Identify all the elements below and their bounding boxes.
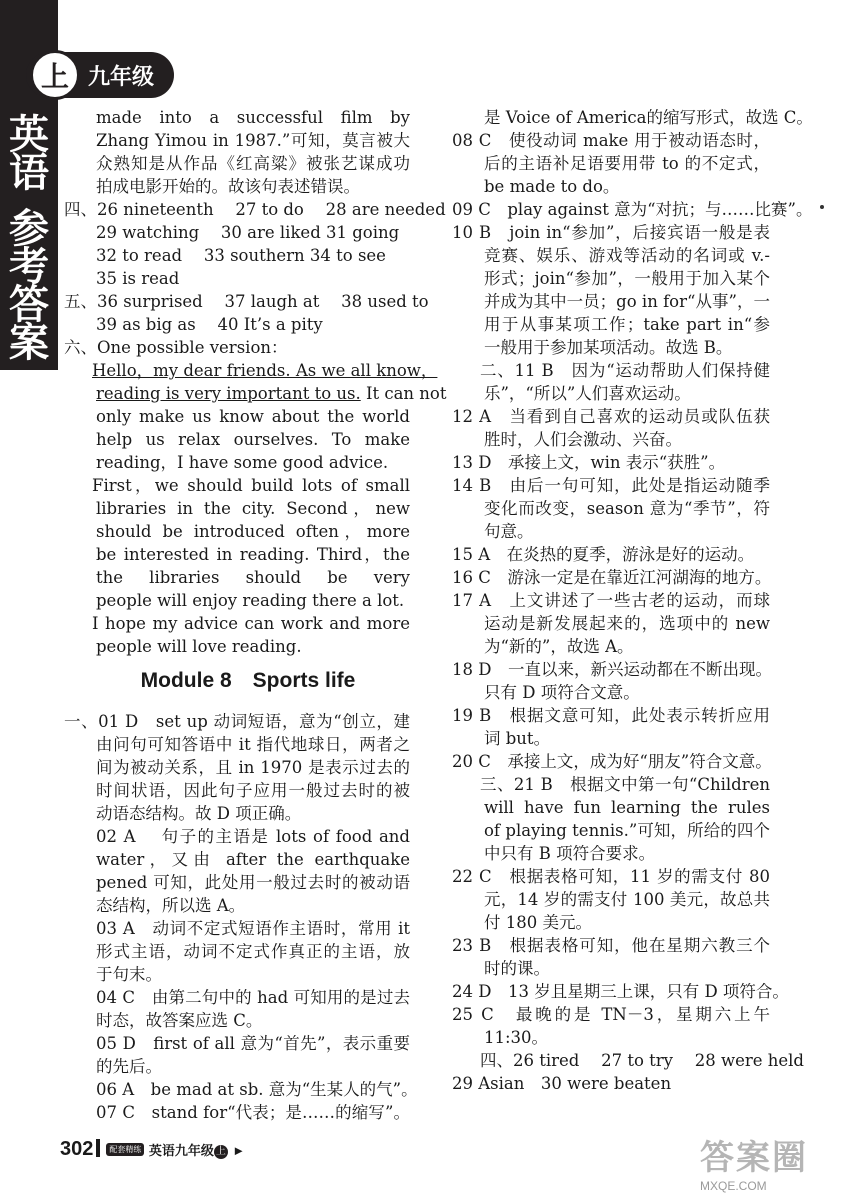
text-line: 02 A 句子的主语是 lots of food and [96,827,410,846]
sidebar-char: 考 [9,243,49,290]
text-line: pened 可知，此处用一般过去时的被动语 [96,873,410,892]
text-line: 39 as big as 40 It’s a pity [96,315,323,334]
text-line: 24 D 13 岁且星期三上课，只有 D 项符合。 [452,982,789,1001]
text-line: 10 B join in“参加”，后接宾语一般是表 [452,223,770,242]
text-line: 拍成电影开始的。故该句表述错误。 [96,177,360,196]
page-number: 302 [60,1138,94,1160]
text-line: 一、01 D set up 动词短语，意为“创立，建 [64,712,410,731]
text-line: 词 but。 [484,729,551,748]
text-line: 一般用于参加某项活动。故选 B。 [484,338,733,357]
text-line: 动语态结构。故 D 项正确。 [96,804,302,823]
volume-badge [30,50,80,100]
text-continuation: It can not [360,384,447,403]
text-line: 运动是新发展起来的，选项中的 new [484,614,770,633]
text-line: people will enjoy reading there a lot. [96,591,405,610]
grade-label: 九年级 [88,64,155,90]
text-line: 06 A be mad at sb. 意为“生某人的气”。 [96,1080,418,1099]
text-line: 25 C 最晚的是 TN－3，星期六上午 [452,1005,770,1024]
text-line: 09 C play against 意为“对抗；与……比赛”。 [452,200,813,219]
text-line: 间为被动关系，且 in 1970 是表示过去的 [96,758,410,777]
text-line: 于句末。 [96,965,162,984]
text-line: should be introduced often，more [96,522,410,541]
text-line: 付 180 美元。 [484,913,592,932]
text-line: 形式；join“参加”，一般用于加入某个 [484,269,770,288]
text-line: 四、26 tired 27 to try 28 were held [480,1051,804,1070]
text-line: 变化而改变，season 意为“季节”，符 [484,499,770,518]
text-line: 18 D 一直以来，新兴运动都在不断出现。 [452,660,772,679]
text-line: reading，I have some good advice. [96,453,389,472]
text-line: only make us know about the world [96,407,410,426]
text-line: 23 B 根据表格可知，他在星期六教三个 [452,936,770,955]
text-line: 为“新的”，故选 A。 [484,637,634,656]
text-line: 元，14 岁的需支付 100 美元，故总共 [484,890,770,909]
text-line: 三、21 B 根据文中第一句“Children [480,775,770,794]
text-line: be made to do。 [484,177,620,196]
text-line: of playing tennis.”可知，所给的四个 [484,821,770,840]
text-line: 并成为其中一员；go in for“从事”，一 [484,292,770,311]
text-line: people will love reading. [96,637,302,656]
divider [96,1139,100,1157]
volume-label: 上 [40,60,69,93]
left-column [64,106,447,658]
volume-circle: 上 [215,1146,226,1157]
text-line: 五、36 surprised 37 laugh at 38 used to [64,292,429,311]
text-line: 29 watching 30 are liked 31 going [96,223,400,242]
text-line: 11:30。 [484,1028,549,1047]
text-line: 众熟知是从作品《红高粱》被张艺谋成功 [96,154,410,173]
text-line: 08 C 使役动词 make 用于被动语态时， [452,131,770,150]
text-line: 32 to read 33 southern 34 to see [96,246,386,265]
text-line: 04 C 由第二句中的 had 可知用的是过去 [96,988,410,1007]
text-line: 15 A 在炎热的夏季，游泳是好的运动。 [452,545,755,564]
module-title: Module 8 Sports life [140,669,356,692]
text-line: 竞赛、娱乐、游戏等活动的名词或 v.- [484,246,770,265]
right-column [452,106,813,1095]
text-line: Zhang Yimou in 1987.”可知，莫言被大 [96,131,410,150]
text-line [64,382,447,405]
text-line: 35 is read [96,269,180,288]
underlined-text: reading is very important to us. [96,384,361,403]
text-line: 22 C 根据表格可知，11 岁的需支付 80 [452,867,770,886]
text-line: 时的课。 [484,959,550,978]
speck [820,205,824,209]
text-line: 中只有 B 项符合要求。 [484,844,656,863]
text-line: 用于从事某项工作；take part in“参 [484,315,770,334]
text-line: 由问句可知答语中 it 指代地球日，两者之 [96,735,410,754]
arrow-icon: ► [232,1143,246,1158]
text-line: be interested in reading. Third，the [96,545,410,564]
left-column-module [64,710,418,1124]
text-line: 句意。 [484,522,534,541]
text-line: 是 Voice of America的缩写形式，故选 C。 [484,108,813,127]
text-line: 13 D 承接上文，win 表示“获胜”。 [452,453,726,472]
watermark [700,1130,840,1196]
text-line: 二、11 B 因为“运动帮助人们保持健 [480,361,770,380]
series-badge: 配套精练 [106,1143,144,1156]
text-line: 16 C 游泳一定是在靠近江河湖海的地方。 [452,568,772,587]
text-line: 四、26 nineteenth 27 to do 28 are needed [64,200,446,219]
text-line: I hope my advice can work and more [92,614,410,633]
text-line: will have fun learning the rules [484,798,770,817]
book-title: 英语九年级 [148,1143,214,1158]
text-line: 12 A 当看到自己喜欢的运动员或队伍获 [452,407,770,426]
text-line [64,359,438,382]
text-line: 后的主语补足语要用带 to 的不定式， [484,154,770,173]
text-line: 05 D first of all 意为“首先”，表示重要 [96,1034,410,1053]
text-line: 态结构，所以选 A。 [96,896,246,915]
watermark-text: 答案圈 [700,1139,808,1177]
text-line: 29 Asian 30 were beaten [452,1074,672,1093]
text-line: made into a successful film by [96,108,410,127]
text-line: libraries in the city. Second，new [96,499,410,518]
sidebar-char: 语 [9,149,49,196]
sidebar-char: 英 [9,111,49,158]
page-footer [60,1138,245,1161]
text-line: 的先后。 [96,1057,162,1076]
text-line: 乐”，“所以”人们喜欢运动。 [484,384,691,403]
text-line: the libraries should be very [96,568,410,587]
underlined-text: Hello，my dear friends. As we all know， [92,361,438,380]
text-line: 14 B 由后一句可知，此处是指运动随季 [452,476,770,495]
text-line: help us relax ourselves. To make [96,430,410,449]
text-line: 只有 D 项符合文意。 [484,683,640,702]
text-line: 17 A 上文讲述了一些古老的运动，而球 [452,591,770,610]
sidebar-char: 参 [9,205,49,252]
text-line: 时间状语，因此句子应用一般过去时的被 [96,781,410,800]
text-line: 20 C 承接上文，成为好“朋友”符合文意。 [452,752,772,771]
text-line: 19 B 根据文意可知，此处表示转折应用 [452,706,770,725]
sidebar-char: 案 [9,319,49,366]
text-line: 胜时，人们会激动、兴奋。 [484,430,682,449]
text-line: 时态，故答案应选 C。 [96,1011,263,1030]
text-line: 07 C stand for“代表；是……的缩写”。 [96,1103,410,1122]
text-line: 03 A 动词不定式短语作主语时，常用 it [96,919,410,938]
sidebar-char: 答 [9,281,49,328]
text-line: water，又由 after the earthquake [96,850,410,869]
text-line: 形式主语，动词不定式作真正的主语，放 [96,942,410,961]
watermark-site: MXQE.COM [700,1179,767,1193]
text-line: First，we should build lots of small [92,476,410,495]
text-line: 六、One possible version： [64,338,288,357]
